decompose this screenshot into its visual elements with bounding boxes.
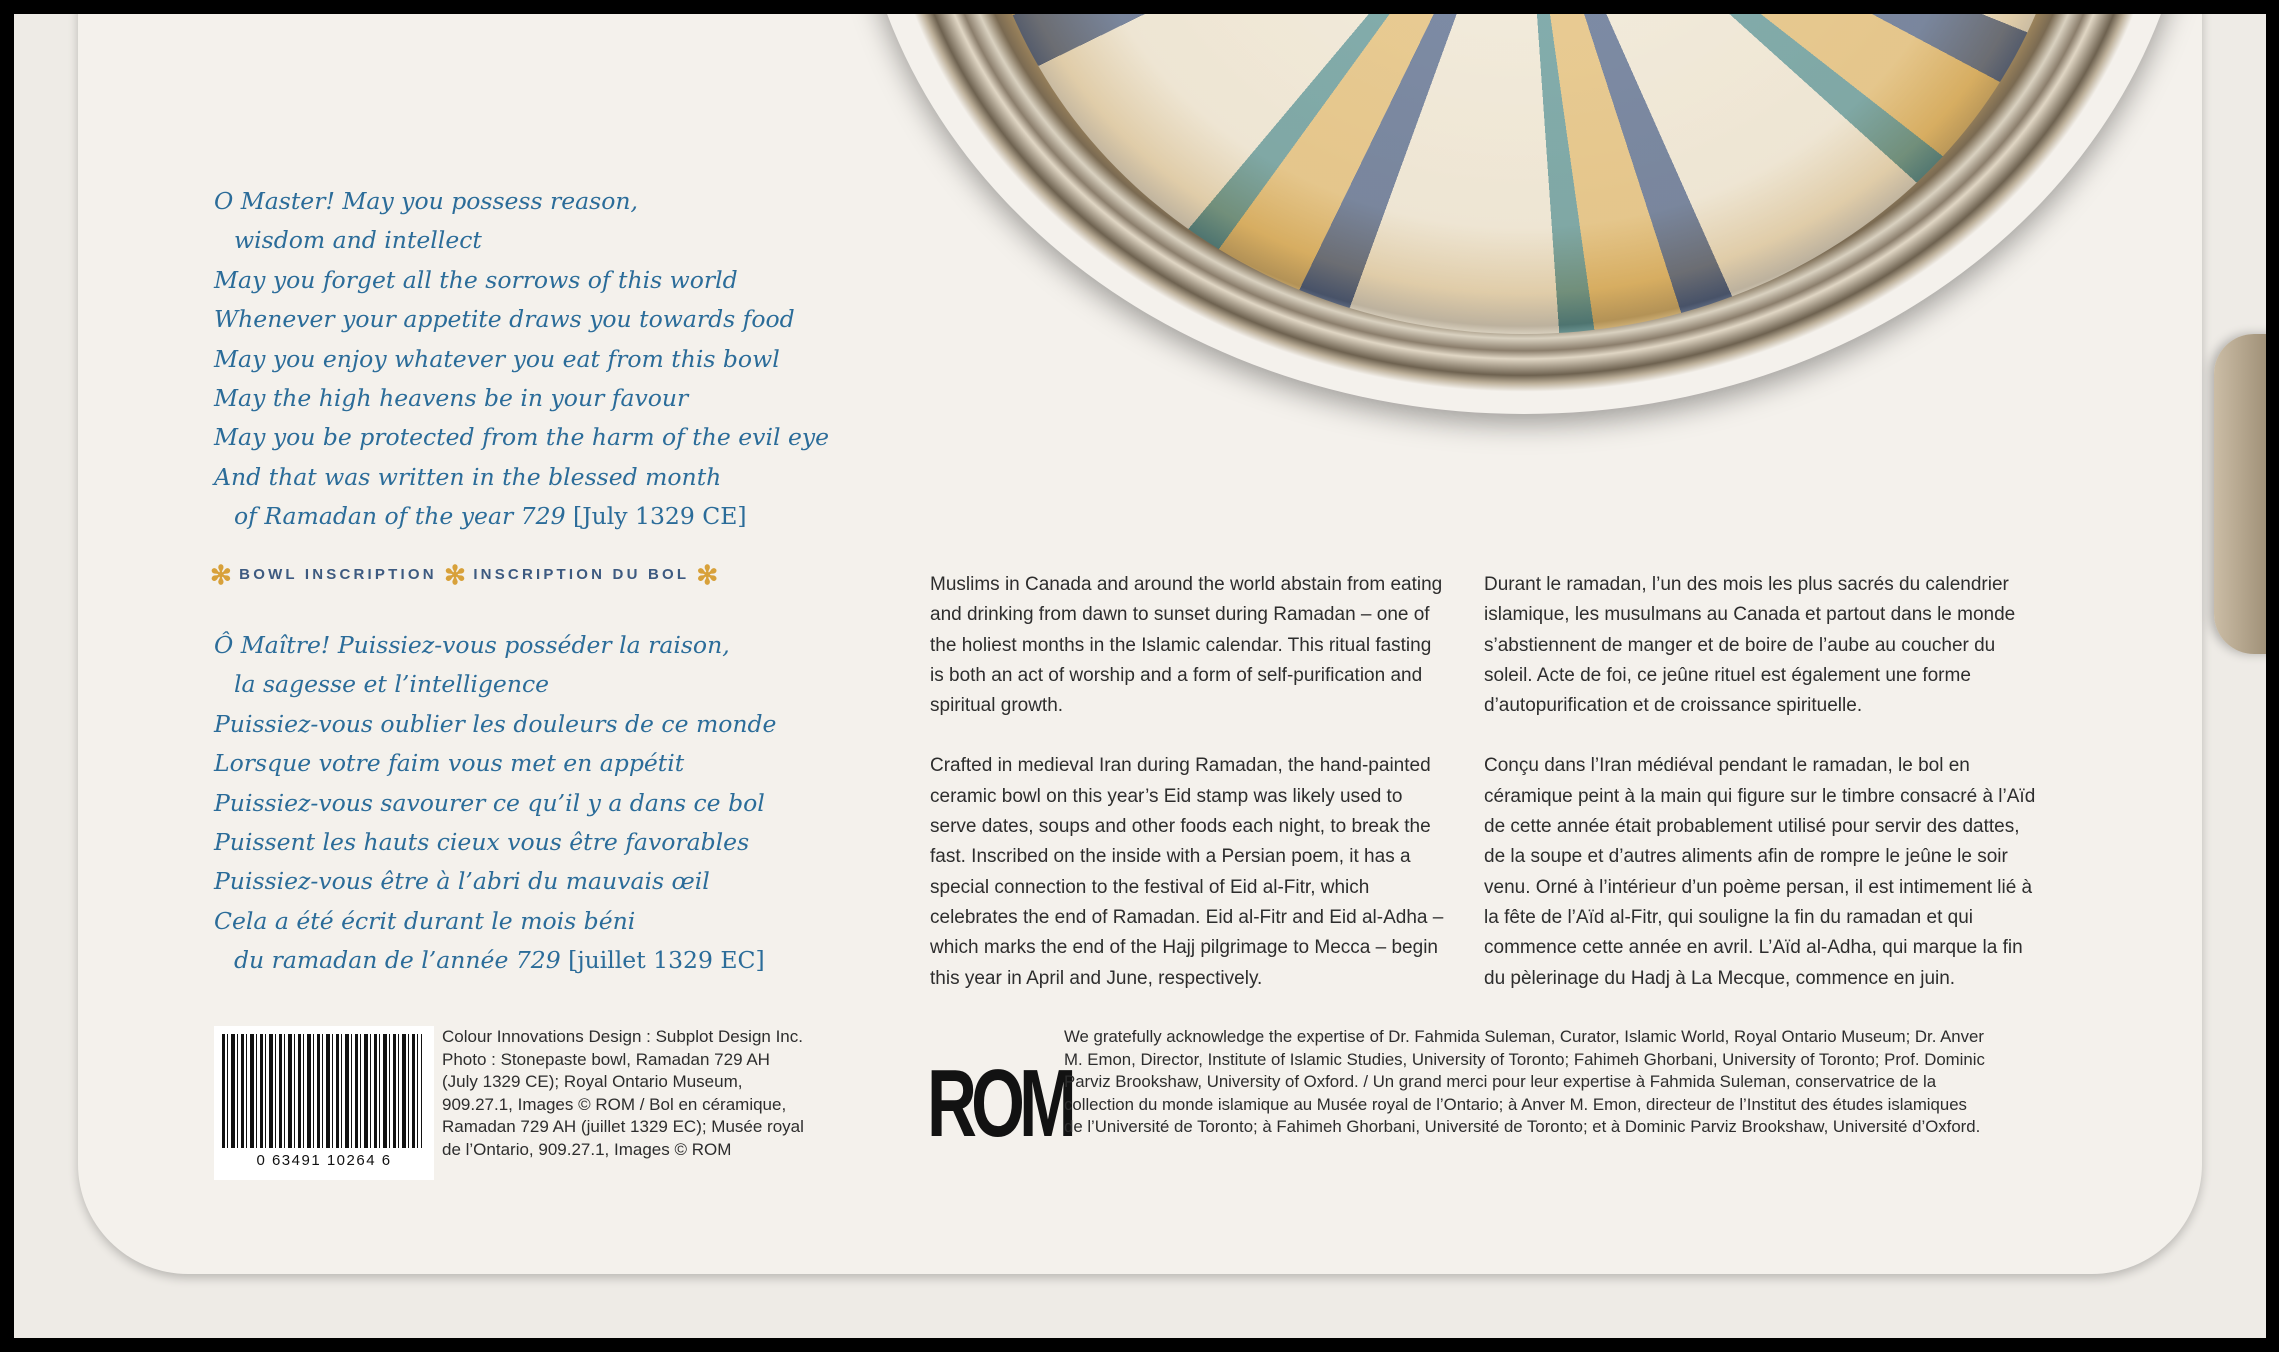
poem-line: la sagesse et l’intelligence xyxy=(234,670,550,699)
poem-line-text: du ramadan de l’année 729 xyxy=(234,946,561,975)
acknowledgement-line: Parviz Brookshaw, University of Oxford. / Un grand merci pour leur expertise à Fahmida Suleman, conservatrice de la xyxy=(1064,1072,1937,1091)
credit-line: Ramadan 729 AH (juillet 1329 EC); Musée royal xyxy=(442,1117,804,1136)
poem-french xyxy=(214,626,834,981)
poem-date: [juillet 1329 EC] xyxy=(568,946,765,975)
body-text-english xyxy=(930,570,1450,1024)
poem-line: Ô Maître! Puissiez-vous posséder la raison, xyxy=(214,631,730,659)
envelope-back xyxy=(14,14,2266,1338)
paragraph: Muslims in Canada and around the world abstain from eating and drinking from dawn to sunset during Ramadan – one of the holiest months in the Islamic calendar. This ritual fasting is both an act of worship and a form of self-purification and spiritual growth. xyxy=(930,574,1443,717)
divider-label-fr: INSCRIPTION DU BOL xyxy=(473,566,689,583)
asterisk-icon: ✻ xyxy=(444,560,466,590)
poem-line: May you be protected from the harm of the evil eye xyxy=(214,423,830,452)
poem-line: Cela a été écrit durant le mois béni xyxy=(214,906,636,935)
bowl-inscription-divider xyxy=(210,560,718,591)
poem-line: Puissent les hauts cieux vous être favorables xyxy=(214,828,750,857)
poem-line: Whenever your appetite draws you towards food xyxy=(214,305,795,334)
acknowledgement xyxy=(1064,1026,2064,1139)
barcode xyxy=(214,1026,434,1180)
barcode-bars xyxy=(222,1034,422,1148)
poem-line: O Master! May you possess reason, xyxy=(214,187,638,215)
asterisk-icon: ✻ xyxy=(210,560,232,590)
poem-line-text: of Ramadan of the year 729 xyxy=(234,502,566,531)
body-text-french xyxy=(1484,570,2044,1024)
poem-line xyxy=(214,497,834,536)
credit-line: (July 1329 CE); Royal Ontario Museum, xyxy=(442,1072,743,1091)
barcode-number: 0 63491 10264 6 xyxy=(256,1152,392,1169)
acknowledgement-line: We gratefully acknowledge the expertise of Dr. Fahmida Suleman, Curator, Islamic World, Royal Ontario Museum; Dr. Anver xyxy=(1064,1027,1984,1046)
paragraph: Crafted in medieval Iran during Ramadan, the hand-painted ceramic bowl on this year’s Eid stamp was likely used to serve dates, soups and other foods each night, to break the fast. Inscribed on the inside with a Persian poem, it has a special connection to the festival of Eid al-Fitr, which celebrates the end of Ramadan. Eid al-Fitr and Eid al-Adha – which marks the end of the Hajj pilgrimage to Mecca – begin this year in April and June, respectively. xyxy=(930,755,1444,989)
poem-date: [July 1329 CE] xyxy=(573,502,747,531)
second-bowl-edge xyxy=(2214,334,2266,654)
acknowledgement-line: M. Emon, Director, Institute of Islamic Studies, University of Toronto; Fahimeh Ghorbani, University of Toronto; Prof. Dominic xyxy=(1064,1049,1985,1069)
credit-line: de l’Ontario, 909.27.1, Images © ROM xyxy=(442,1139,732,1159)
poem-english xyxy=(214,182,834,537)
photo-credits xyxy=(442,1026,852,1161)
credit-line: Colour Innovations Design : Subplot Design Inc. xyxy=(442,1027,803,1046)
poem-line: May the high heavens be in your favour xyxy=(214,384,689,413)
credit-line: Photo : Stonepaste bowl, Ramadan 729 AH xyxy=(442,1049,770,1069)
paragraph: Durant le ramadan, l’un des mois les plus sacrés du calendrier islamique, les musulmans au Canada et partout dans le monde s’abstiennent de manger et de boire de l’aube au coucher du soleil. Acte de foi, ce jeûne rituel est également une forme d’autopurification et de croissance spirituelle. xyxy=(1484,574,2016,717)
poem-line: Puissiez-vous oublier les douleurs de ce monde xyxy=(214,709,777,738)
poem-line: Lorsque votre faim vous met en appétit xyxy=(214,749,685,778)
credit-line: 909.27.1, Images © ROM / Bol en céramique, xyxy=(442,1094,787,1114)
paragraph: Conçu dans l’Iran médiéval pendant le ramadan, le bol en céramique peint à la main qui figure sur le timbre consacré à l’Aïd de cette année était probablement utilisé pour servir des dattes, de la soupe et d’autres aliments afin de rompre le jeûne le soir venu. Orné à l’intérieur d’un poème persan, il est intimement lié à la fête de l’Aïd al-Fitr, qui souligne la fin du ramadan et qui commence cette année en avril. L’Aïd al-Adha, qui marque la fin du pèlerinage du Hadj à La Mecque, commence en juin. xyxy=(1484,755,2036,989)
poem-line xyxy=(214,941,834,980)
acknowledgement-line: de l’Université de Toronto; à Fahimeh Ghorbani, Université de Toronto; et à Dominic Parviz Brookshaw, Université d’Oxford. xyxy=(1064,1117,1981,1136)
divider-label-en: BOWL INSCRIPTION xyxy=(239,566,437,583)
poem-line: May you forget all the sorrows of this world xyxy=(214,265,738,294)
poem-line: May you enjoy whatever you eat from this bowl xyxy=(214,344,780,373)
acknowledgement-line: collection du monde islamique au Musée royal de l’Ontario; à Anver M. Emon, directeur de l’Institut des études islamiques xyxy=(1064,1094,1967,1114)
poem-line: Puissiez-vous savourer ce qu’il y a dans ce bol xyxy=(214,788,765,817)
asterisk-icon: ✻ xyxy=(696,560,719,590)
poem-line: wisdom and intellect xyxy=(234,226,482,255)
poem-line: Puissiez-vous être à l’abri du mauvais œil xyxy=(214,867,710,896)
poem-line: And that was written in the blessed month xyxy=(214,462,722,491)
rom-logo: ROM xyxy=(927,1050,1071,1157)
